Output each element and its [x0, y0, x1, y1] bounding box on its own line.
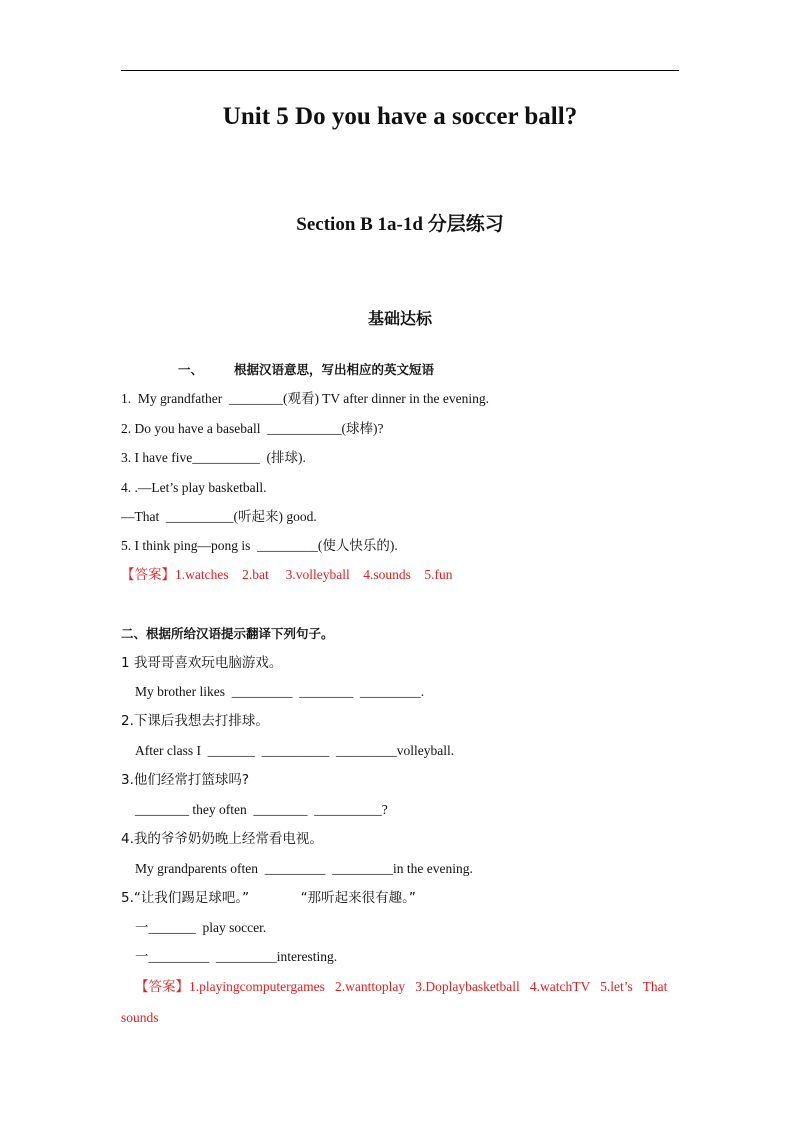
part2-heading: 二、根据所给汉语提示翻译下列句子。 — [121, 626, 334, 641]
part1-number: 一、 — [178, 362, 204, 377]
part2-question-1-chinese: 1 我哥哥喜欢玩电脑游戏。 — [121, 655, 283, 671]
part1-answer-text: 1.watches 2.bat 3.volleyball 4.sounds 5.fun — [175, 567, 453, 582]
part1-question-3: 3. I have five__________ (排球). — [121, 450, 306, 465]
part2-question-2-chinese: 2.下课后我想去打排球。 — [121, 713, 269, 729]
part2-question-2-english: After class I _______ __________ _________volleyball. — [135, 743, 455, 758]
part1-question-2: 2. Do you have a baseball ___________(球棒)? — [121, 421, 384, 436]
part1-question-4a: 4. .—Let’s play basketball. — [121, 480, 267, 495]
part2-question-4-english: My grandparents often _________ _________in the evening. — [135, 861, 473, 876]
level-heading: 基础达标 — [367, 309, 432, 328]
part1-heading: 根据汉语意思，写出相应的英文短语 — [234, 362, 435, 377]
part2-question-3-english: ________ they often ________ __________? — [135, 802, 388, 817]
part1-answer — [121, 566, 452, 584]
section-subtitle: Section B 1a-1d 分层练习 — [296, 214, 504, 235]
header-rule — [121, 70, 679, 71]
part2-question-5-english-a: 一_______ play soccer. — [135, 920, 267, 935]
part2-answer-text: 1.playingcomputergames 2.wanttoplay 3.Doplaybasketball 4.watchTV 5.let’s That — [189, 979, 668, 994]
part2-question-1-english: My brother likes _________ ________ _________. — [135, 684, 425, 699]
part2-question-5-english-b: 一_________ _________interesting. — [135, 949, 338, 964]
part2-answer-continued: sounds — [121, 1010, 159, 1025]
part2-answer-tag: 【答案】 — [135, 979, 189, 995]
part1-answer-tag: 【答案】 — [121, 567, 175, 583]
page-title: Unit 5 Do you have a soccer ball? — [222, 103, 578, 130]
part2-answer — [135, 978, 667, 996]
part2-question-4-chinese: 4.我的爷爷奶奶晚上经常看电视。 — [121, 831, 323, 847]
part2-question-5-chinese: 5.“让我们踢足球吧。” “那听起来很有趣。” — [121, 890, 416, 906]
part1-question-4b: —That __________(听起来) good. — [121, 509, 317, 524]
part1-question-1: 1. My grandfather ________(观看) TV after dinner in the evening. — [121, 391, 490, 406]
part2-question-3-chinese: 3.他们经常打篮球吗? — [121, 772, 250, 788]
part1-question-5: 5. I think ping—pong is _________(使人快乐的). — [121, 538, 398, 553]
